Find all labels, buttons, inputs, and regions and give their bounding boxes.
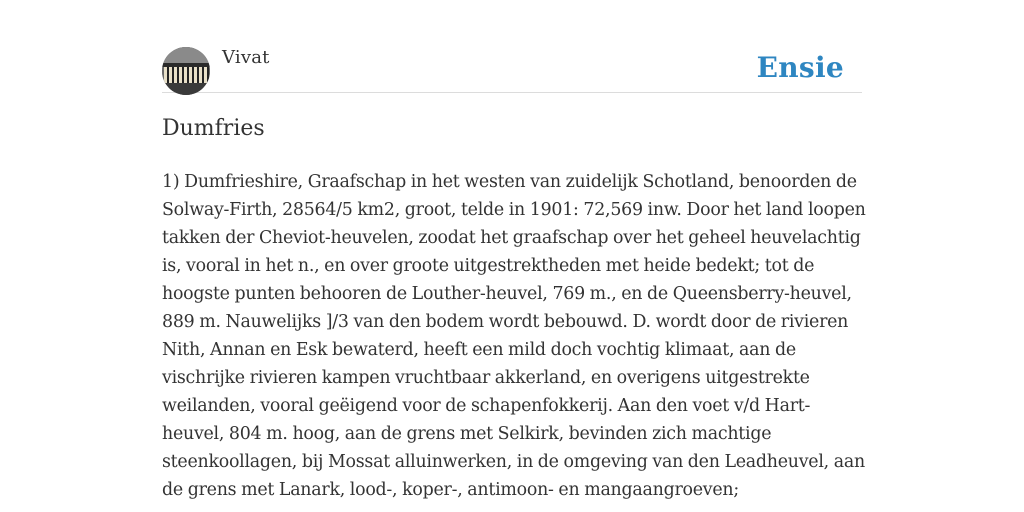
brand-logo[interactable]: Ensie [756,51,844,84]
bookshelf-avatar-icon[interactable] [162,47,210,95]
source-name[interactable]: Vivat [222,47,270,68]
entry-title: Dumfries [162,116,265,141]
header [162,46,862,93]
entry-text: 1) Dumfrieshire, Graafschap in het westen van zuidelijk Schotland, benoorden de Solway-Firth, 28564/5 km2, groot, telde in 1901: 72,569 inw. Door het land loopen takken der Cheviot-heuvelen, zoodat het graafschap over het geheel heuvelachtig is, vooral in het n., en over groote uitgestrektheden met heide bedekt; tot de hoogste punten behooren de Louther-heuvel, 769 m., en de Queensberry-heuvel, 889 m. Nauwelijks ]/3 van den bodem wordt bebouwd. D. wordt door de rivieren Nith, Annan en Esk bewaterd, heeft een mild doch vochtig klimaat, aan de vischrijke rivieren kampen vruchtbaar akkerland, en overigens uitgestrekte weilanden, vooral geëigend voor de schapenfokkerij. Aan den voet v/d Hart-heuvel, 804 m. hoog, aan de grens met Selkirk, bevinden zich machtige steenkoollagen, bij Mossat alluinwerken, in de omgeving van den Leadheuvel, aan de grens met Lanark, lood-, koper-, antimoon- en mangaangroeven; [162,172,866,500]
